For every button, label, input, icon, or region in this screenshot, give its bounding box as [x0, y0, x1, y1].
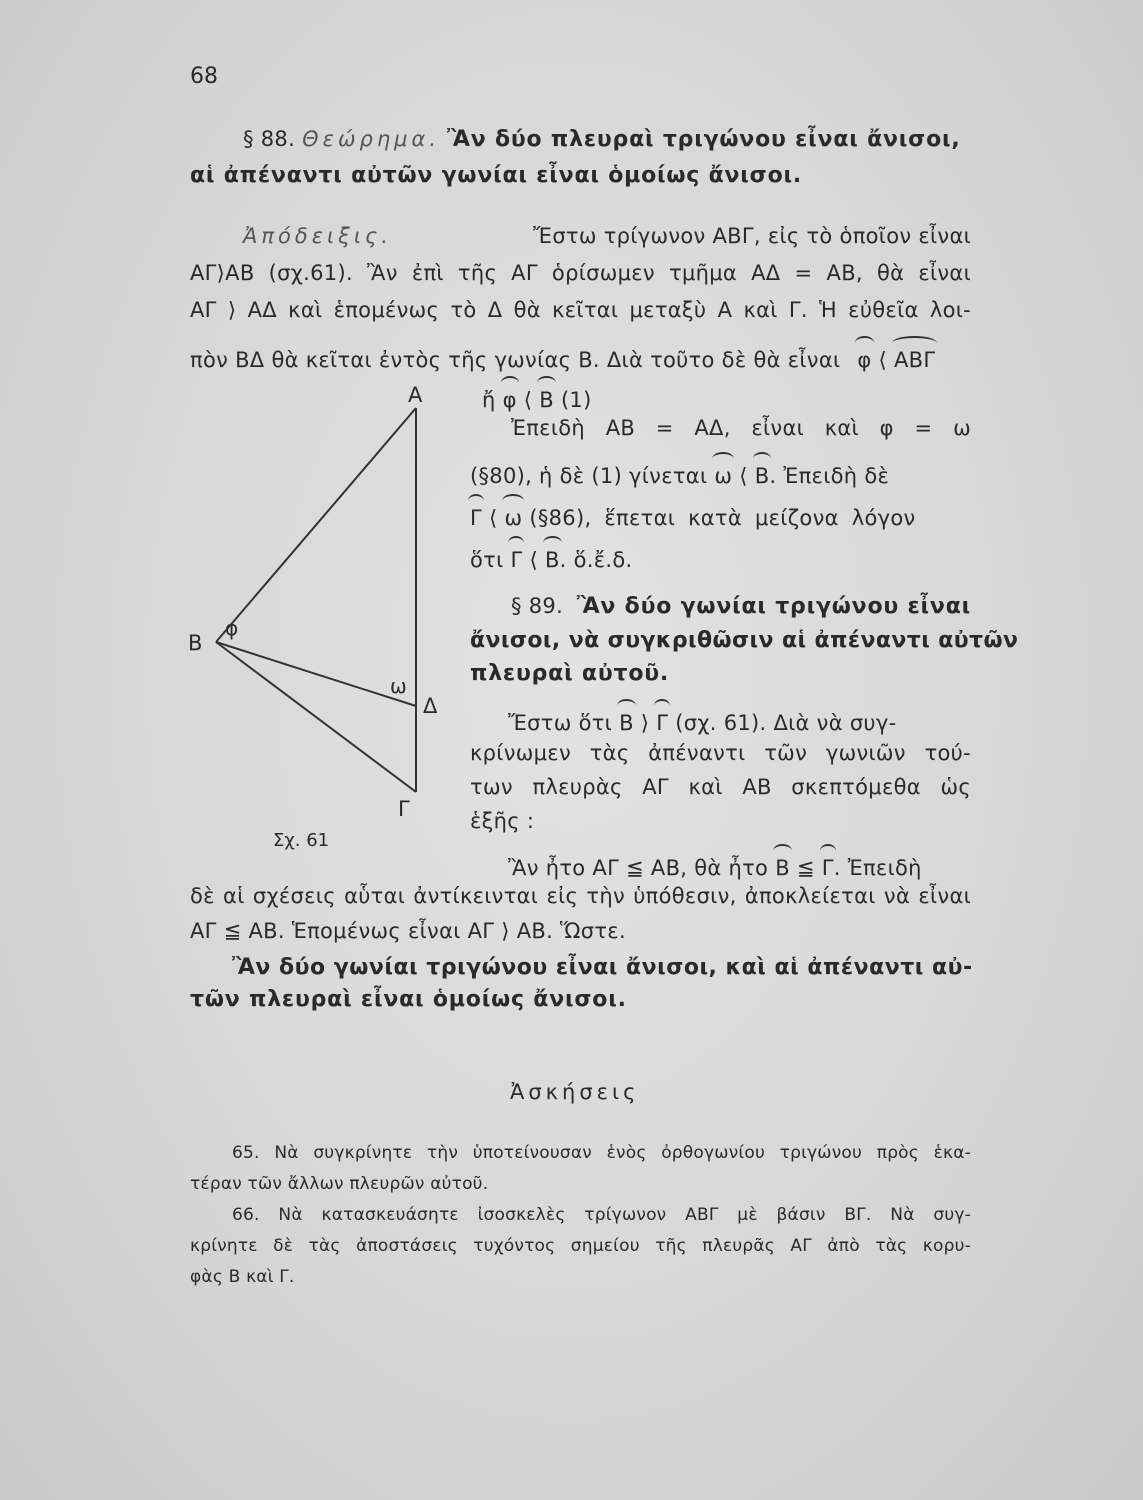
exercise-66-line-3: φὰς Β καὶ Γ.: [190, 1267, 295, 1287]
side-bg: [216, 642, 416, 792]
less-equal: ≦: [796, 856, 815, 880]
angle-g: Γ: [656, 705, 668, 735]
exercise-65-line-2: τέραν τῶν ἄλλων πλευρῶν αὐτοῦ.: [190, 1174, 489, 1194]
angle-phi: φ: [503, 382, 517, 412]
proof-line-9: [470, 542, 633, 572]
side-ab: [216, 408, 416, 642]
greater-than: ⟩: [640, 711, 650, 735]
section-number: § 89.: [511, 594, 564, 618]
proof-label: Ἀπόδειξις.: [243, 224, 392, 248]
less-than: ⟨: [529, 548, 538, 572]
proof-text: . ὅ.ἔ.δ.: [559, 548, 633, 572]
angle-omega: ω: [504, 500, 522, 530]
angle-abg: ΑΒΓ: [894, 342, 935, 372]
conclusion-line-1: Ἂν δύο γωνίαι τριγώνου εἶναι ἄνισοι, καὶ αἱ ἀπέναντι αὐ-: [232, 955, 973, 980]
angle-b: Β: [539, 382, 554, 412]
exercises-heading: Ἀσκήσεις: [510, 1080, 640, 1104]
theorem-89-line-5: [508, 850, 922, 880]
angle-omega: ω: [714, 458, 732, 488]
conclusion-line-2: τῶν πλευραὶ εἶναι ὁμοίως ἄνισοι.: [190, 987, 627, 1012]
theorem-89-line-7: ΑΓ ≦ ΑΒ. Ἑπομένως εἶναι ΑΓ ⟩ ΑΒ. Ὥστε.: [190, 919, 626, 943]
theorem-88-heading: [243, 127, 961, 152]
angle-b: Β: [619, 705, 634, 735]
proof-text: πὸν ΒΔ θὰ κεῖται ἐντὸς τῆς γωνίας Β. Διὰ τοῦτο δὲ θὰ εἶναι: [190, 348, 841, 372]
proof-text: . Ἐπειδὴ: [833, 856, 922, 880]
proof-line-5: [482, 382, 592, 412]
segment-bd: [216, 642, 416, 706]
theorem-89-line-3: των πλευρὰς ΑΓ καὶ ΑΒ σκεπτόμεθα ὡς: [470, 775, 971, 799]
equation-ref: (1): [560, 388, 592, 412]
section-number: § 88.: [243, 127, 296, 151]
proof-text: ἤ: [482, 388, 496, 412]
vertex-label-g: Γ: [398, 797, 410, 821]
angle-label-phi: φ: [225, 616, 239, 640]
theorem-statement: Ἂν δύο πλευραὶ τριγώνου εἶναι ἄνισοι,: [447, 127, 961, 152]
less-than: ⟨: [878, 348, 887, 372]
exercise-66-line-1: 66. Νὰ κατασκευάσητε ἰσοσκελὲς τρίγωνον ΑΒΓ μὲ βάσιν ΒΓ. Νὰ συγ-: [232, 1205, 971, 1225]
vertex-label-a: Α: [408, 383, 423, 407]
proof-line-3: ΑΓ ⟩ ΑΔ καὶ ἑπομένως τὸ Δ θὰ κεῖται μεταξὺ Α καὶ Γ. Ἡ εὐθεῖα λοι-: [190, 298, 971, 322]
figure-61-triangle: [180, 380, 470, 860]
proof-text: (§86), ἕπεται κατὰ μείζονα λόγον: [529, 506, 916, 530]
point-label-d: Δ: [423, 694, 438, 718]
theorem-89-heading: [511, 594, 971, 619]
angle-phi: φ: [857, 342, 871, 372]
theorem-89-line-2: κρίνωμεν τὰς ἀπέναντι τῶν γωνιῶν τού-: [470, 741, 971, 765]
theorem-89-statement-2: ἄνισοι, νὰ συγκριθῶσιν αἱ ἀπέναντι αὐτῶν: [470, 628, 1019, 653]
less-than: ⟨: [523, 388, 533, 412]
angle-g: Γ: [510, 542, 522, 572]
proof-text: (σχ. 61). Διὰ νὰ συγ-: [675, 711, 897, 735]
vertex-label-b: Β: [188, 631, 203, 655]
proof-text: (§80), ἡ δὲ (1) γίνεται: [470, 464, 708, 488]
theorem-89-line-6: δὲ αἱ σχέσεις αὗται ἀντίκεινται εἰς τὴν ὑπόθεσιν, ἀποκλείεται νὰ εἶναι: [190, 884, 971, 908]
less-than: ⟨: [488, 506, 498, 530]
theorem-89-statement-3: πλευραὶ αὐτοῦ.: [470, 661, 670, 686]
angle-g: Γ: [822, 850, 834, 880]
proof-text: Ἂν ἦτο ΑΓ ≦ ΑΒ, θὰ ἦτο: [508, 856, 769, 880]
exercise-66-line-2: κρίνητε δὲ τὰς ἀποστάσεις τυχόντος σημείου τῆς πλευρᾶς ΑΓ ἀπὸ τὰς κορυ-: [190, 1236, 971, 1256]
theorem-89-line-4: ἑξῆς :: [470, 809, 535, 833]
page-number: 68: [190, 64, 218, 89]
angle-b: Β: [755, 458, 770, 488]
less-than: ⟨: [739, 464, 748, 488]
theorem-89-line-1: [508, 705, 897, 735]
angle-b: Β: [775, 850, 790, 880]
angle-g: Γ: [470, 500, 482, 530]
theorem-label: Θεώρημα.: [302, 127, 441, 151]
theorem-statement: Ἂν δύο γωνίαι τριγώνου εἶναι: [576, 594, 971, 619]
proof-line-1: [243, 224, 971, 248]
proof-line-7: [470, 458, 889, 488]
proof-text: . Ἐπειδὴ δὲ: [769, 464, 890, 488]
angle-b: Β: [545, 542, 560, 572]
proof-text: Ἔστω τρίγωνον ΑΒΓ, εἰς τὸ ὁποῖον εἶναι: [533, 224, 971, 248]
proof-text: Ἔστω ὅτι: [508, 711, 613, 735]
proof-line-8: [470, 500, 916, 530]
proof-line-4: [190, 342, 935, 372]
theorem-88-statement-cont: αἱ ἀπέναντι αὐτῶν γωνίαι εἶναι ὁμοίως ἄνισοι.: [190, 163, 803, 188]
figure-caption: Σχ. 61: [273, 830, 330, 851]
angle-label-omega: ω: [390, 674, 407, 698]
proof-line-6: Ἐπειδὴ ΑΒ = ΑΔ, εἶναι καὶ φ = ω: [511, 416, 971, 440]
exercise-65-line-1: 65. Νὰ συγκρίνητε τὴν ὑποτείνουσαν ἑνὸς ὀρθογωνίου τριγώνου πρὸς ἑκα-: [232, 1143, 971, 1163]
proof-line-2: ΑΓ⟩ΑΒ (σχ.61). Ἂν ἐπὶ τῆς ΑΓ ὁρίσωμεν τμῆμα ΑΔ = ΑΒ, θὰ εἶναι: [190, 261, 971, 285]
proof-text: ὅτι: [470, 548, 504, 572]
